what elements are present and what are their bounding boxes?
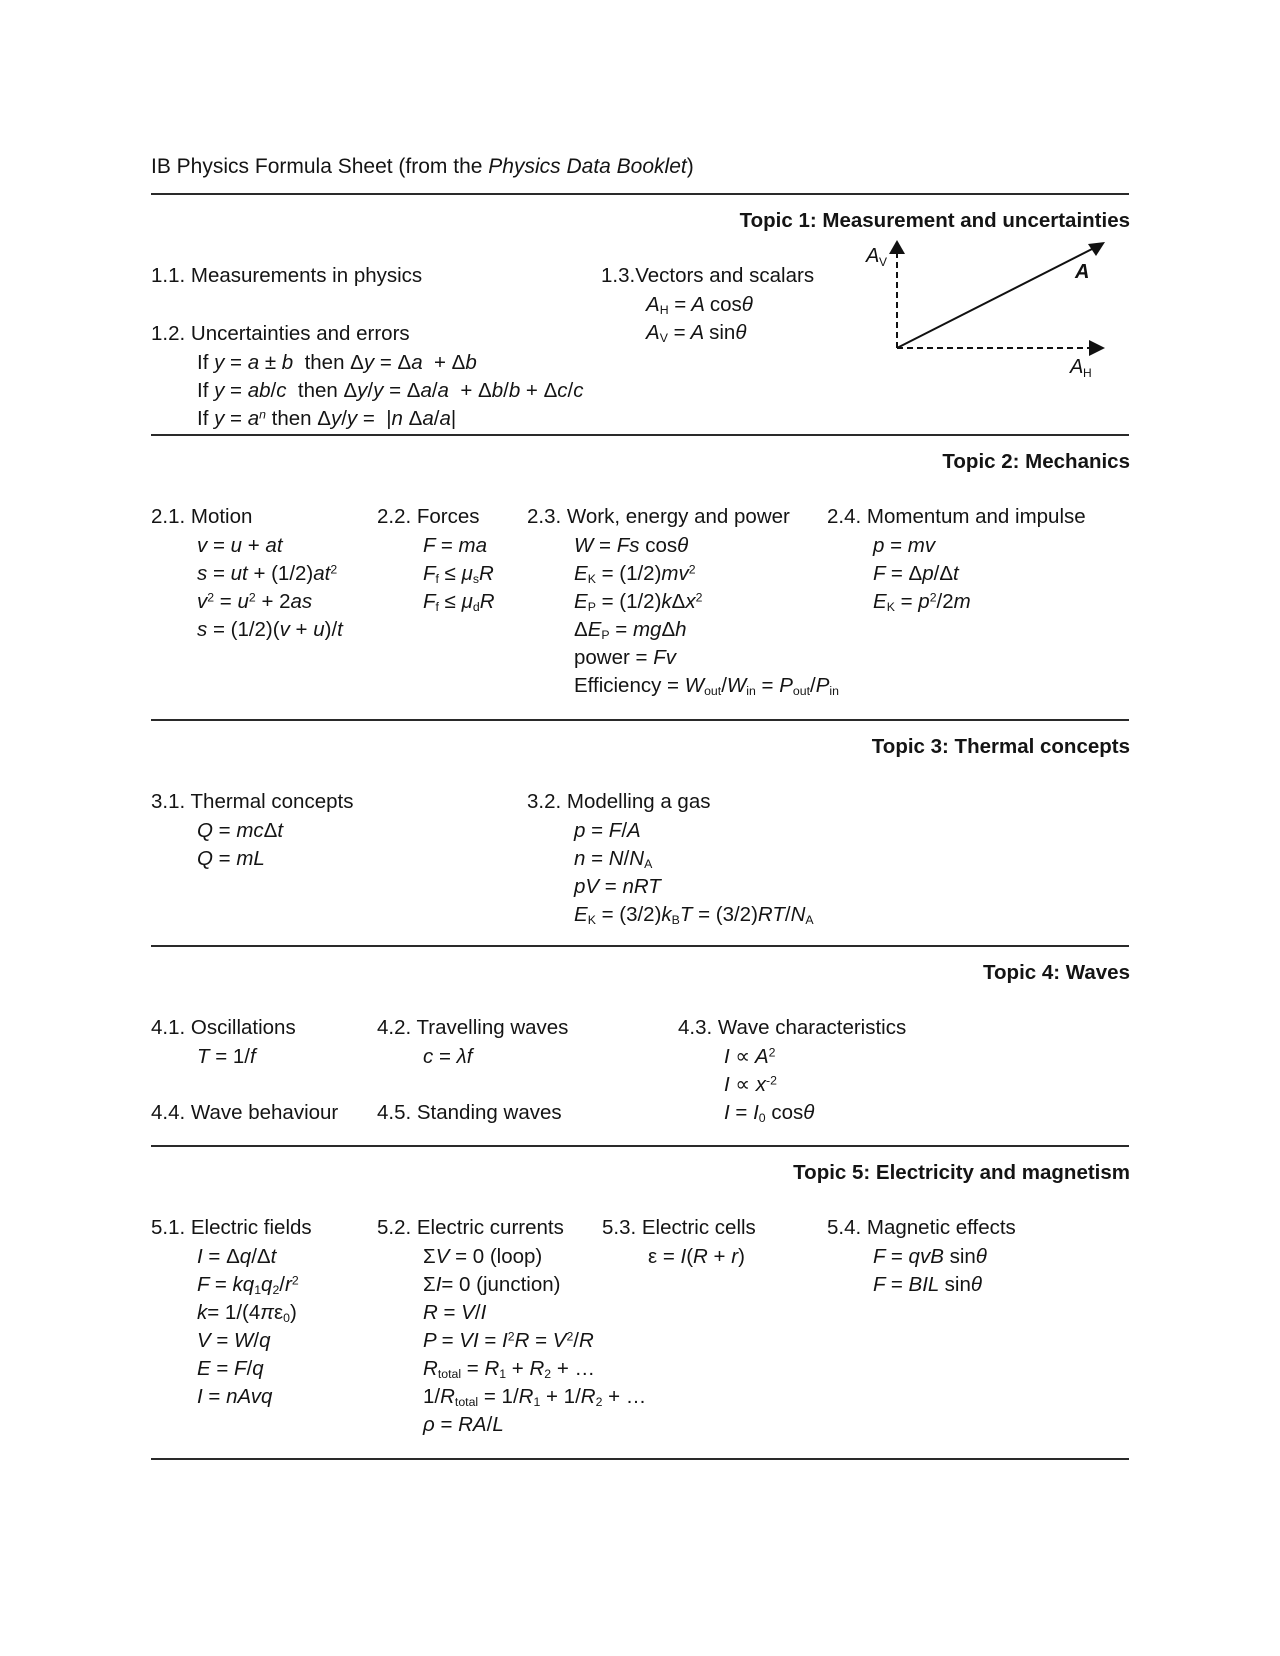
topic-2-heading: Topic 2: Mechanics bbox=[942, 450, 1130, 473]
section-4-2-heading: 4.2. Travelling waves bbox=[377, 1016, 569, 1039]
title-suffix: ) bbox=[686, 155, 694, 178]
section-5-3-heading: 5.3. Electric cells bbox=[602, 1216, 756, 1239]
section-4-5-heading: 4.5. Standing waves bbox=[377, 1101, 562, 1124]
divider-rule bbox=[151, 945, 1129, 947]
formula: c = λf bbox=[423, 1045, 473, 1068]
formula: $A_V = A$ sinθ bbox=[646, 321, 747, 346]
svg-text:H: H bbox=[1083, 366, 1092, 380]
label-ah: A bbox=[1070, 356, 1084, 378]
formula: F = qvB sinθ bbox=[873, 1245, 987, 1268]
svg-text:V: V bbox=[879, 255, 888, 269]
formula: If $y = a^n$ then Δy/y = |n Δa/a| bbox=[197, 407, 457, 430]
formula: F = Δp/Δt bbox=[873, 562, 959, 585]
section-4-3-heading: 4.3. Wave characteristics bbox=[678, 1016, 907, 1039]
formula: v = u + at bbox=[197, 534, 283, 557]
document-title bbox=[151, 156, 694, 177]
formula: $n = N/N_A$ bbox=[574, 847, 653, 872]
formula: $F_f \le \mu_sR$ bbox=[423, 562, 494, 587]
section-5-4-heading: 5.4. Magnetic effects bbox=[827, 1216, 1016, 1239]
formula: Q = mL bbox=[197, 847, 265, 870]
topic-3-heading: Topic 3: Thermal concepts bbox=[871, 735, 1130, 758]
formula: p = mv bbox=[873, 534, 936, 557]
formula: V = W/q bbox=[197, 1329, 271, 1352]
section-2-2-heading: 2.2. Forces bbox=[377, 505, 480, 528]
formula: $E_K = (1/2)mv^2$ bbox=[574, 562, 696, 587]
formula: If y = ab/c then Δy/y = Δa/a + Δb/b + Δc/c bbox=[197, 379, 584, 402]
formula: $\Delta E_P = mg\Delta h$ bbox=[574, 618, 687, 643]
formula: s = (1/2)(v + u)/t bbox=[197, 618, 343, 641]
formula: $E_K = (3/2)k_BT = (3/2)RT/N_A$ bbox=[574, 903, 814, 928]
formula: F = BIL sinθ bbox=[873, 1273, 982, 1296]
section-5-2-heading: 5.2. Electric currents bbox=[377, 1216, 564, 1239]
formula: p = F/A bbox=[574, 819, 641, 842]
formula: $E_K = p^2/2m$ bbox=[873, 590, 971, 615]
formula: Q = mcΔt bbox=[197, 819, 284, 842]
section-5-1-heading: 5.1. Electric fields bbox=[151, 1216, 312, 1239]
formula: s = ut + $(1/2)at^2$ bbox=[197, 562, 338, 585]
formula: ε = I(R + r) bbox=[648, 1245, 745, 1268]
formula: F = ma bbox=[423, 534, 488, 557]
formula: power = Fv bbox=[574, 646, 676, 669]
section-1-2-heading: 1.2. Uncertainties and errors bbox=[151, 322, 410, 345]
formula: Efficiency = $W_{out}/W_{in} = P_{out}/P_{in}$ bbox=[574, 674, 839, 699]
topic-4-heading: Topic 4: Waves bbox=[983, 961, 1130, 984]
formula: W = Fs cosθ bbox=[574, 534, 689, 557]
formula: If y = a ± b then Δy = Δa + Δb bbox=[197, 351, 477, 374]
vector-components-diagram bbox=[860, 240, 1110, 380]
formula: $R_{total} = R_1 + R_2$ + … bbox=[423, 1357, 595, 1382]
divider-rule bbox=[151, 434, 1129, 436]
label-a: A bbox=[1075, 261, 1090, 283]
section-1-3-heading: 1.3.Vectors and scalars bbox=[601, 264, 815, 287]
formula: E = F/q bbox=[197, 1357, 264, 1380]
formula: I = nAvq bbox=[197, 1385, 273, 1408]
section-4-4-heading: 4.4. Wave behaviour bbox=[151, 1101, 339, 1124]
section-2-4-heading: 2.4. Momentum and impulse bbox=[827, 505, 1086, 528]
formula: $1/R_{total} = 1/R_1 + 1/R_2$ + … bbox=[423, 1385, 647, 1410]
formula: $F_f \le \mu_dR$ bbox=[423, 590, 495, 615]
formula: R = V/I bbox=[423, 1301, 487, 1324]
formula: $I \propto A^2$ bbox=[724, 1045, 776, 1068]
formula: $I = I_0$ cosθ bbox=[724, 1101, 815, 1126]
section-2-1-heading: 2.1. Motion bbox=[151, 505, 253, 528]
title-prefix: IB Physics Formula Sheet (from the bbox=[151, 155, 489, 178]
divider-rule bbox=[151, 1458, 1129, 1460]
section-4-1-heading: 4.1. Oscillations bbox=[151, 1016, 296, 1039]
formula: $k= 1/(4\pi\varepsilon_0)$ bbox=[197, 1301, 297, 1326]
formula: $A_H = A$ cosθ bbox=[646, 293, 753, 318]
divider-rule bbox=[151, 719, 1129, 721]
formula: $F = kq_1q_2/r^2$ bbox=[197, 1273, 299, 1298]
topic-5-heading: Topic 5: Electricity and magnetism bbox=[793, 1161, 1130, 1184]
formula: ΣI= 0 (junction) bbox=[423, 1273, 561, 1296]
divider-rule bbox=[151, 1145, 1129, 1147]
divider-rule bbox=[151, 193, 1129, 195]
topic-1-heading: Topic 1: Measurement and uncertainties bbox=[739, 209, 1130, 232]
section-3-1-heading: 3.1. Thermal concepts bbox=[151, 790, 354, 813]
section-2-3-heading: 2.3. Work, energy and power bbox=[527, 505, 790, 528]
title-italic: Physics Data Booklet bbox=[488, 155, 687, 178]
formula: I = Δq/Δt bbox=[197, 1245, 277, 1268]
formula: ΣV = 0 (loop) bbox=[423, 1245, 543, 1268]
formula: $E_P = (1/2)k\Delta x^2$ bbox=[574, 590, 703, 615]
formula: pV = nRT bbox=[574, 875, 661, 898]
formula: ρ = RA/L bbox=[423, 1413, 504, 1436]
formula: $I \propto x^{-2}$ bbox=[724, 1073, 777, 1096]
formula: T = 1/f bbox=[197, 1045, 256, 1068]
label-av: A bbox=[866, 245, 880, 267]
section-1-1-heading: 1.1. Measurements in physics bbox=[151, 264, 423, 287]
formula: P = VI = $I^2R = V^2/R$ bbox=[423, 1329, 594, 1352]
formula: $v^2 = u^2 + 2as$ bbox=[197, 590, 313, 613]
section-3-2-heading: 3.2. Modelling a gas bbox=[527, 790, 711, 813]
